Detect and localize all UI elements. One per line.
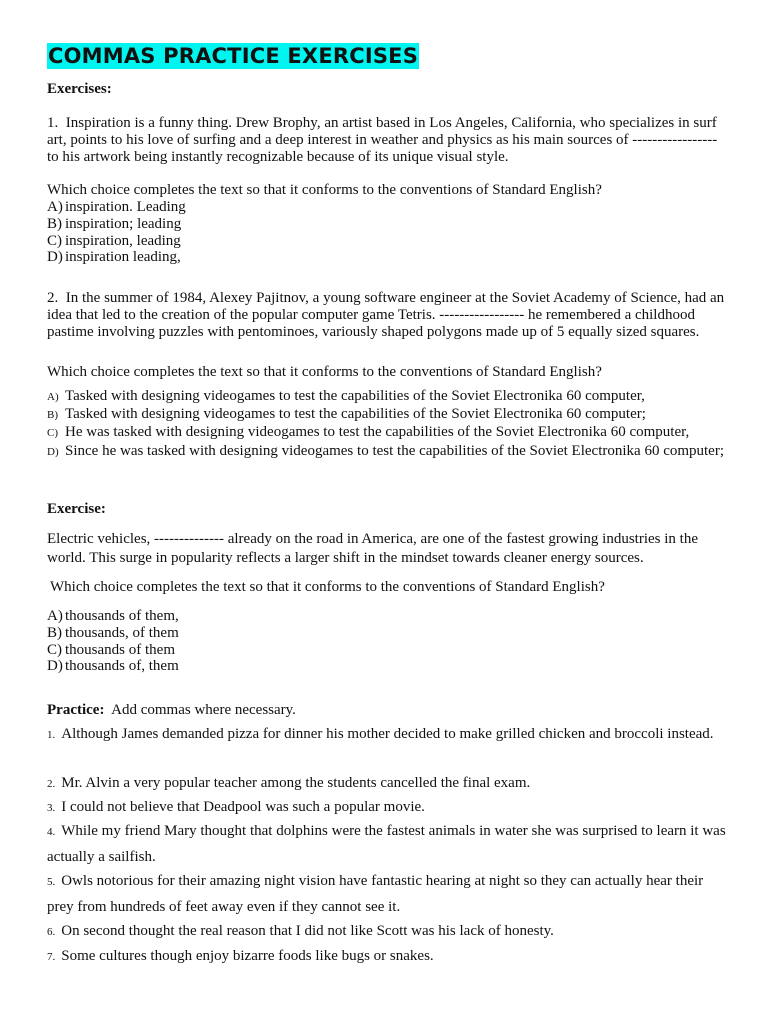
question-3-text: Electric vehicles, -------------- already on the road in America, are one of the fastest growing industries in the world. This surge in popularity reflects a larger shift in the mindset towards cleaner energy sources.: [47, 531, 698, 566]
option-b: B) inspiration; leading: [47, 215, 182, 232]
practice-instruction: Add commas where necessary.: [111, 702, 296, 718]
practice-item: 3. I could not believe that Deadpool was such a popular movie.: [47, 799, 425, 815]
option-c: C) He was tasked with designing videogames to test the capabilities of the Soviet Electronika 60 computer,: [47, 424, 690, 441]
question-3-options: [47, 608, 727, 675]
option-c: C) thousands of them: [47, 641, 175, 658]
question-1-options: [47, 199, 727, 266]
option-a: A) Tasked with designing videogames to test the capabilities of the Soviet Electronika 60 computer,: [47, 388, 645, 404]
practice-item: 4. While my friend Mary thought that dolphins were the fastest animals in water she was surprised to learn it was actually a sailfish.: [47, 823, 726, 865]
question-2-text: [47, 290, 727, 340]
practice-item: 2. Mr. Alvin a very popular teacher among the students cancelled the final exam.: [47, 775, 531, 791]
practice-item: 1. Although James demanded pizza for dinner his mother decided to make grilled chicken and broccoli instead.: [47, 726, 714, 742]
option-b: B) Tasked with designing videogames to test the capabilities of the Soviet Electronika 60 computer;: [47, 406, 646, 423]
page-title: COMMAS PRACTICE EXERCISES: [48, 44, 419, 68]
option-d: D) thousands of, them: [47, 658, 179, 675]
option-b: B) thousands, of them: [47, 624, 179, 641]
exercises-heading: Exercises:: [47, 81, 112, 97]
practice-label: Practice:: [47, 702, 105, 718]
option-a: A) thousands of them,: [47, 608, 179, 624]
question-number: 1.: [47, 115, 59, 131]
question-2-prompt: Which choice completes the text so that it conforms to the conventions of Standard English?: [47, 364, 602, 380]
question-1-prompt: Which choice completes the text so that it conforms to the conventions of Standard English?: [47, 182, 602, 198]
practice-item: 7. Some cultures though enjoy bizarre foods like bugs or snakes.: [47, 948, 434, 964]
practice-header: [47, 702, 727, 719]
question-number: 2.: [47, 290, 59, 306]
question-body: In the summer of 1984, Alexey Pajitnov, a young software engineer at the Soviet Academy of Science, had an idea that led to the creation of the popular computer game Tetris. ----------------- he remembered a childhood pastime involving puzzles with pentominoes, variously shaped polygons made up of 5 equally sized squares.: [47, 290, 725, 340]
option-d: D) inspiration leading,: [47, 249, 181, 266]
option-d: D) Since he was tasked with designing videogames to test the capabilities of the Soviet Electronika 60 computer;: [47, 442, 725, 459]
question-3-prompt: Which choice completes the text so that it conforms to the conventions of Standard English?: [50, 579, 605, 595]
option-a: A) inspiration. Leading: [47, 199, 186, 215]
question-1-text: [47, 115, 727, 165]
practice-item: 6. On second thought the real reason that I did not like Scott was his lack of honesty.: [47, 923, 554, 939]
option-c: C) inspiration, leading: [47, 232, 181, 249]
practice-item: 5. Owls notorious for their amazing night vision have fantastic hearing at night so they can actually hear their prey from hundreds of feet away even if they cannot see it.: [47, 873, 704, 915]
question-2-options: [47, 388, 727, 461]
exercise-heading: Exercise:: [47, 501, 106, 517]
question-body: Inspiration is a funny thing. Drew Brophy, an artist based in Los Angeles, California, who specializes in surf art, points to his love of surfing and a deep interest in weather and physics as his main sources of ----------------- to his artwork being instantly recognizable because of its unique visual style.: [47, 115, 718, 165]
